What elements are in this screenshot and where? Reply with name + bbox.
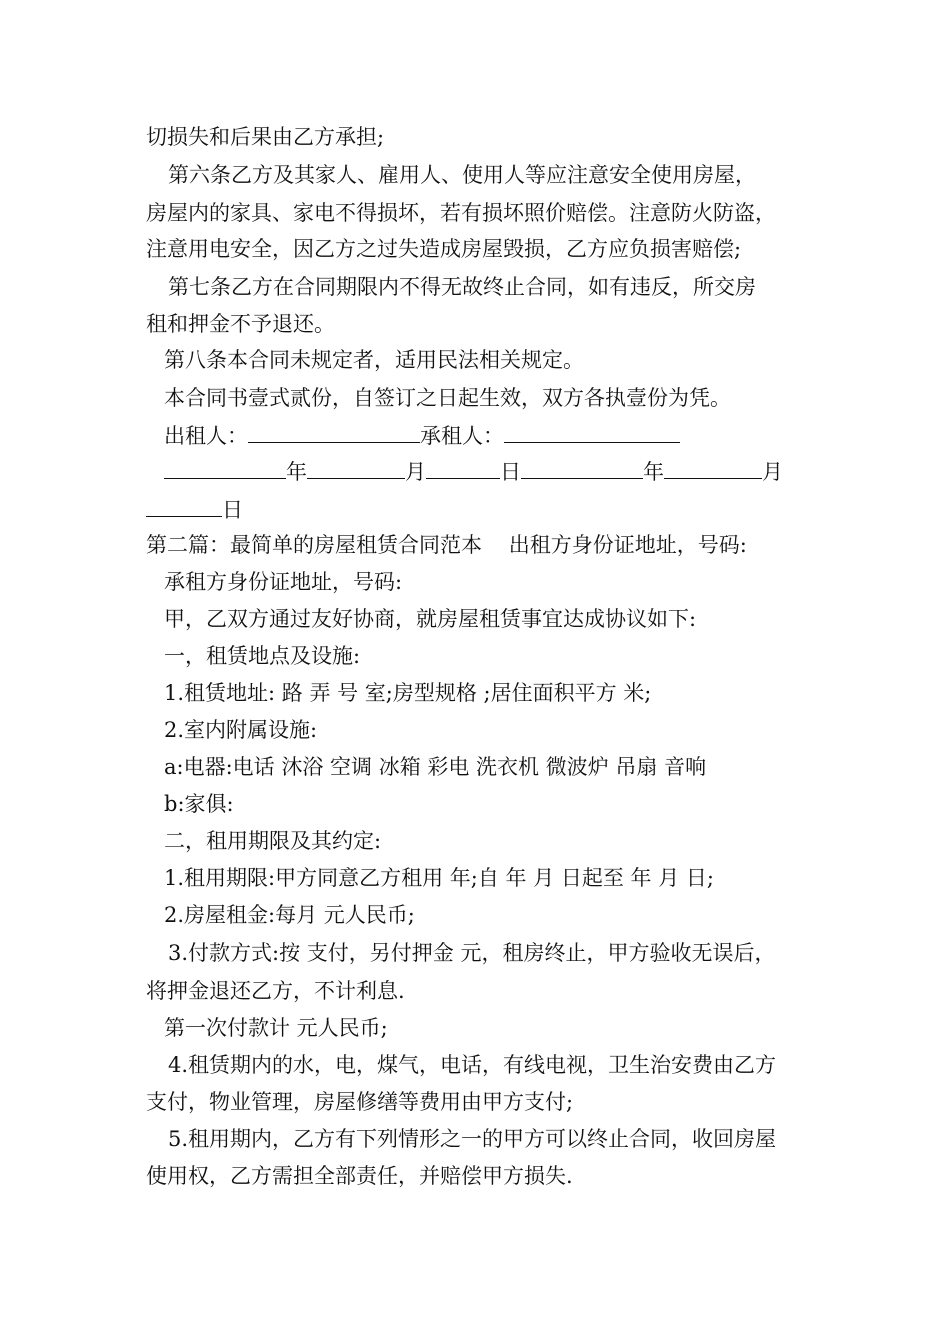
- month-label: 月: [405, 460, 426, 484]
- lessor-blank: [248, 420, 420, 443]
- date-blank: [521, 456, 643, 479]
- text-line: 支付，物业管理，房屋修缮等费用由甲方支付;: [146, 1090, 574, 1114]
- text-line: 1.租用期限:甲方同意乙方租用 年;自 年 月 日起至 年 月 日;: [164, 866, 714, 890]
- date-blank: [426, 456, 500, 479]
- date-blank: [146, 494, 222, 517]
- date-blank: [307, 456, 405, 479]
- signature-date-line: [164, 456, 783, 487]
- text-line: 房屋内的家具、家电不得损坏，若有损坏照价赔偿。注意防火防盗，: [146, 201, 776, 225]
- text-line: 1.租赁地址: 路 弄 号 室;房型规格 ;居住面积平方 米;: [164, 681, 652, 705]
- text-line: 4.租赁期内的水，电，煤气，电话，有线电视，卫生治安费由乙方: [168, 1053, 777, 1077]
- signature-date-line-cont: [146, 494, 243, 525]
- section-title: 第二篇：最简单的房屋租赁合同范本 出租方身份证地址，号码:: [146, 533, 747, 557]
- text-line: 甲，乙双方通过友好协商，就房屋租赁事宜达成协议如下:: [164, 607, 697, 631]
- text-line: 注意用电安全，因乙方之过失造成房屋毁损，乙方应负损害赔偿;: [146, 237, 742, 261]
- text-line: 2.房屋租金:每月 元人民币;: [164, 903, 415, 927]
- signature-parties-line: [164, 420, 680, 451]
- text-line: a:电器:电话 沐浴 空调 冰箱 彩电 洗衣机 微波炉 吊扇 音响: [164, 755, 707, 779]
- text-line: 第一次付款计 元人民币;: [164, 1016, 388, 1040]
- text-line: 2.室内附属设施:: [164, 718, 318, 742]
- text-line: 二，租用期限及其约定:: [164, 829, 382, 853]
- day-label: 日: [500, 460, 521, 484]
- text-line: b:家俱:: [164, 792, 234, 816]
- text-line: 5.租用期内，乙方有下列情形之一的甲方可以终止合同，收回房屋: [168, 1127, 777, 1151]
- text-line: 本合同书壹式贰份，自签订之日起生效，双方各执壹份为凭。: [164, 386, 731, 410]
- lessor-label: 出租人：: [164, 424, 248, 448]
- text-line: 3.付款方式:按 支付，另付押金 元，租房终止，甲方验收无误后，: [168, 941, 776, 965]
- text-line: 租和押金不予退还。: [146, 312, 335, 336]
- text-line: 第八条本合同未规定者，适用民法相关规定。: [164, 348, 584, 372]
- year-label: 年: [643, 460, 664, 484]
- text-line: 一，租赁地点及设施:: [164, 644, 361, 668]
- date-blank: [664, 456, 762, 479]
- year-label: 年: [286, 460, 307, 484]
- text-line: 将押金退还乙方，不计利息.: [146, 979, 405, 1003]
- text-line: 第七条乙方在合同期限内不得无故终止合同，如有违反，所交房: [168, 275, 756, 299]
- text-line: 第六条乙方及其家人、雇用人、使用人等应注意安全使用房屋，: [168, 163, 756, 187]
- text-line: 承租方身份证地址，号码:: [164, 570, 403, 594]
- month-label: 月: [762, 460, 783, 484]
- text-line: 切损失和后果由乙方承担;: [146, 125, 385, 149]
- date-blank: [164, 456, 286, 479]
- day-label: 日: [222, 498, 243, 522]
- text-line: 使用权，乙方需担全部责任，并赔偿甲方损失.: [146, 1164, 573, 1188]
- lessee-blank: [504, 420, 680, 443]
- lessee-label: 承租人：: [420, 424, 504, 448]
